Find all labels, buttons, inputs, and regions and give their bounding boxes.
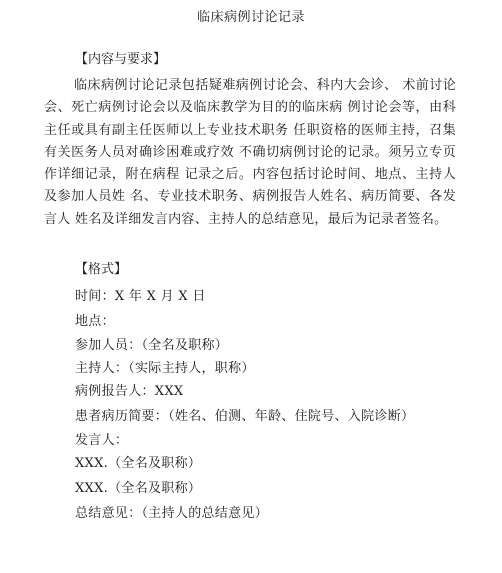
format-line-participants: 参加人员：（全名及职称）	[75, 338, 229, 353]
document-title: 临床病例讨论记录	[196, 10, 305, 25]
format-line-patient-summary: 患者病历简要：（姓名、伯测、年龄、住院号、入院诊断）	[75, 409, 415, 424]
format-line-location: 地点：	[75, 314, 115, 329]
format-line-speaker-1: XXX.（全名及职称）	[75, 456, 202, 471]
format-line-speaker-2: XXX.（全名及职称）	[75, 481, 202, 496]
format-line-host: 主持人：（实际主持人，职称）	[75, 361, 255, 376]
format-line-speakers: 发言人：	[75, 433, 129, 448]
format-line-reporter: 病例报告人：XXX	[75, 384, 184, 399]
format-line-summary: 总结意见：（主持人的总结意见）	[75, 506, 269, 521]
requirements-heading: 【内容与要求】	[75, 52, 167, 67]
requirements-paragraph: 临床病例讨论记录包括疑难病例讨论会、科内大会诊、 术前讨论会、死亡病例讨论会以及临床教学为目的的临床病 例讨论会等，由科主任或具有副主任医师以上专业技术职务 任职资格的医师主持，召集有关医务人员对确诊困难或疗效 不确切病例讨论的记录。须另立专页作详细记录，附在病程 记录之后。内容包括讨论时间、地点、主持人及参加人员姓 名、专业技术职务、病例报告人姓名、病历简要、各发言人 姓名及详细发言内容、主持人的总结意见，最后为记录者签名。	[44, 78, 456, 227]
format-heading: 【格式】	[75, 262, 128, 277]
format-line-time: 时间：X 年 X 月 X 日	[75, 289, 206, 304]
